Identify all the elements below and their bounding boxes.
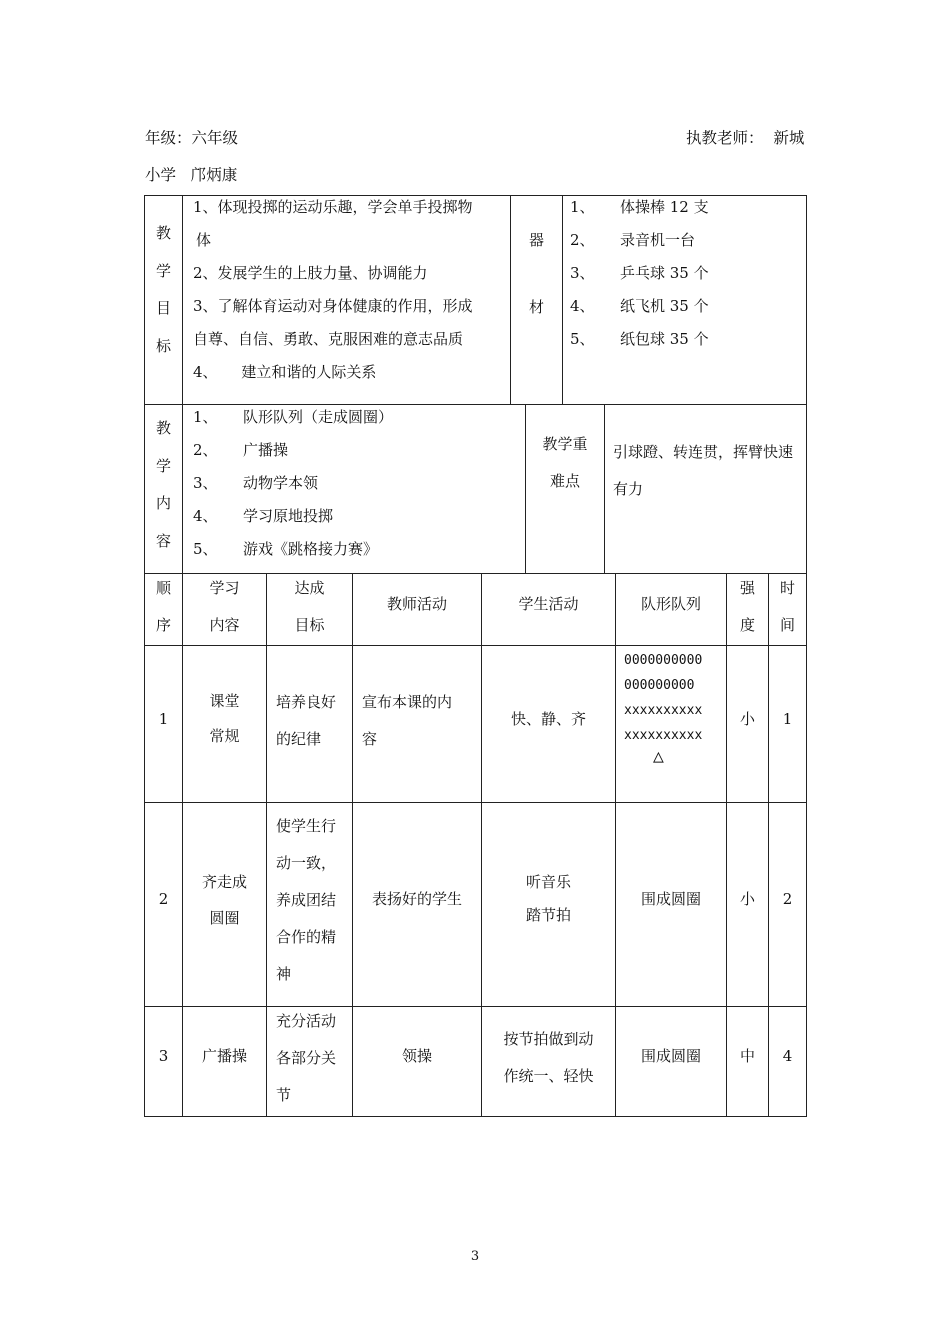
- row-formation: 围成圆圈: [640, 890, 701, 908]
- row-intensity: 中: [739, 1047, 755, 1065]
- row-order: 3: [158, 1047, 169, 1065]
- formation-line: xxxxxxxxxx: [624, 728, 703, 743]
- row-study: 齐走成 圆圈: [201, 873, 247, 927]
- row-order: 2: [158, 890, 169, 908]
- school-teacher-name: 小学 邝炳康: [145, 166, 238, 184]
- goal-line: 1、体现投掷的运动乐趣，学会单手投掷物: [193, 198, 473, 216]
- formation-line: 0000000000: [624, 653, 703, 668]
- equipment-item: 1、 体操棒 12 支: [570, 198, 709, 216]
- formation-line: xxxxxxxxxx: [624, 703, 703, 718]
- row-goal: 培养良好 的纪律: [276, 693, 337, 748]
- equipment-item: 2、 录音机一台: [570, 231, 696, 249]
- row-teacher-activity: 表扬好的学生: [371, 890, 462, 908]
- teacher-triangle-icon: △: [653, 746, 664, 767]
- goal-line: 2、发展学生的上肢力量、协调能力: [193, 264, 428, 282]
- row-study: 课堂 常规: [209, 692, 240, 745]
- content-item: 2、 广播操: [193, 441, 289, 459]
- row-time: 2: [782, 890, 793, 908]
- row-study: 广播操: [201, 1047, 247, 1065]
- row-teacher-activity: 宣布本课的内 容: [362, 693, 453, 748]
- goal-line: 自尊、自信、勇敢、克服困难的意志品质: [193, 330, 464, 348]
- content-item: 5、 游戏《跳格接力赛》: [193, 540, 379, 558]
- row-time: 1: [782, 710, 793, 728]
- row-student-activity: 按节拍做到动 作统一、轻快: [503, 1030, 594, 1085]
- content-item: 4、 学习原地投掷: [193, 507, 334, 525]
- content-item: 1、 队形队列（走成圆圈）: [193, 408, 394, 426]
- goal-line: 体: [196, 231, 212, 249]
- equipment-item: 3、 乒乓球 35 个: [570, 264, 709, 282]
- header-order: 顺 序: [155, 579, 171, 634]
- row-student-activity: 听音乐 踏节拍: [525, 873, 571, 924]
- content-item: 3、 动物学本领: [193, 474, 319, 492]
- row-intensity: 小: [739, 710, 755, 728]
- key-points-label: 教学重 难点: [542, 435, 588, 490]
- header-intensity: 强 度: [739, 579, 755, 634]
- row-teacher-activity: 领操: [401, 1047, 432, 1065]
- equipment-item: 5、 纸包球 35 个: [570, 330, 709, 348]
- row-time: 4: [782, 1047, 793, 1065]
- header-student: 学生活动: [518, 595, 579, 613]
- row-goal: 充分活动 各部分关 节: [276, 1012, 337, 1104]
- content-list: [193, 401, 523, 566]
- equipment-list: [570, 191, 800, 356]
- formation-line: 000000000: [624, 678, 695, 693]
- equipment-item: 4、 纸飞机 35 个: [570, 297, 709, 315]
- equipment-label: 器 材: [528, 231, 544, 316]
- goal-line: 4、 建立和谐的人际关系: [193, 363, 377, 381]
- key-points-text: 引球蹬、转连贯，挥臂快速 有力: [613, 443, 794, 498]
- page-number: 3: [470, 1249, 480, 1264]
- goal-line: 3、了解体育运动对身体健康的作用，形成: [193, 297, 473, 315]
- row-formation: 围成圆圈: [640, 1047, 701, 1065]
- header-goal: 达成 目标: [294, 579, 325, 634]
- row-goal: 使学生行 动一致， 养成团结 合作的精 神: [276, 817, 337, 983]
- header-formation: 队形队列: [640, 595, 701, 613]
- row-order: 1: [158, 710, 169, 728]
- row-student-activity: 快、静、齐: [510, 710, 586, 728]
- row-formation: [624, 648, 726, 766]
- content-label: 教 学 内 容: [155, 419, 171, 550]
- header-study: 学习 内容: [209, 579, 240, 634]
- teacher-label: 执教老师： 新城: [686, 129, 805, 147]
- header-teacher: 教师活动: [386, 595, 447, 613]
- grade-label: 年级：六年级: [145, 129, 239, 147]
- header-time: 时 间: [779, 579, 795, 634]
- goals-list: [193, 191, 508, 389]
- goals-label: 教 学 目 标: [155, 224, 171, 355]
- row-intensity: 小: [739, 890, 755, 908]
